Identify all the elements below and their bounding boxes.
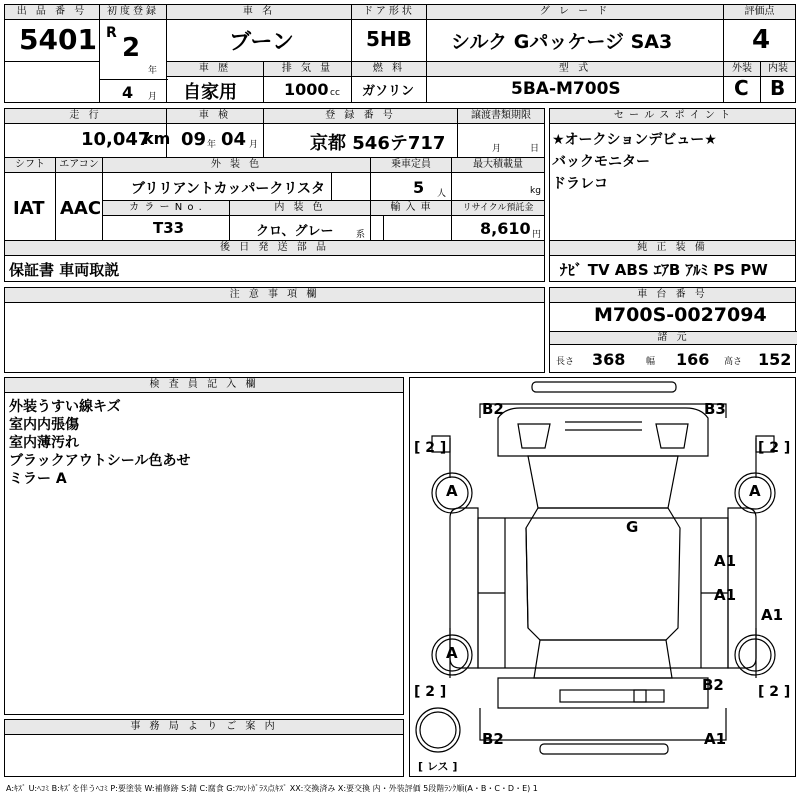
year-unit: 年: [148, 66, 158, 76]
reg-label: 登 録 番 号: [264, 109, 457, 124]
lot-number: 5401: [19, 23, 97, 56]
score-label: 評価点: [724, 5, 795, 20]
sales-point: バックモニター: [552, 154, 650, 170]
ext-color-label: 外 装 色: [103, 158, 370, 173]
lot-empty: [4, 61, 100, 103]
mark-a-rl: A: [446, 644, 458, 662]
chassis-cell: [549, 287, 796, 373]
import-label: 輸 入 車: [371, 201, 451, 216]
equipment-label: 純 正 装 備: [550, 241, 795, 256]
model-label: 型 式: [427, 62, 723, 77]
width-label: 幅: [646, 357, 656, 367]
door-label: ドア形状: [352, 5, 426, 20]
fuel: ガソリン: [362, 84, 415, 99]
load-label: 最大積載量: [452, 158, 544, 173]
docs: 保証書 車両取説: [9, 261, 120, 279]
seats-unit: 人: [437, 189, 447, 199]
reg: 京都 546テ717: [310, 133, 446, 154]
inspector-line: ミラー A: [9, 471, 67, 487]
exterior-label: 外装: [724, 62, 760, 77]
interior-cell: [760, 61, 796, 103]
car-name-cell: [166, 4, 352, 62]
inspector-cell: [4, 377, 404, 715]
sales-point: ★オークションデビュー★: [552, 132, 717, 148]
mark-a1-r1: A1: [714, 552, 737, 570]
color-no: T33: [153, 219, 185, 237]
insp-month-unit: 月: [249, 140, 259, 150]
insp-year: 09: [181, 129, 207, 150]
recycle: 8,610: [480, 219, 531, 238]
seats: 5: [413, 178, 425, 197]
recycle-unit: 円: [532, 230, 542, 240]
office-cell: [4, 719, 404, 777]
load-cell: [451, 157, 545, 201]
seats-cell: [370, 157, 452, 201]
chassis-number: M700S-0027094: [594, 304, 767, 326]
reg-cell: [263, 108, 458, 158]
notes-cell: [4, 287, 545, 373]
mark-b2-right: B2: [702, 676, 724, 694]
mark-a1-bottom-right: A1: [704, 730, 727, 748]
insp-year-unit: 年: [207, 140, 217, 150]
lot-label: 出 品 番 号: [5, 5, 99, 20]
mark-tire-fl: [ 2 ]: [414, 440, 447, 456]
displacement: 1000: [284, 80, 329, 99]
door-cell: [351, 4, 427, 62]
width: 166: [676, 350, 710, 369]
seats-label: 乗車定員: [371, 158, 451, 173]
recycle-label: リサイクル預託金: [452, 201, 544, 216]
score-cell: [723, 4, 796, 62]
mileage-label: 走 行: [5, 109, 166, 124]
notes-label: 注 意 事 項 欄: [5, 288, 544, 303]
int-color-label: 内 装 色: [230, 201, 370, 216]
era: R: [106, 25, 117, 41]
transfer-cell: [457, 108, 545, 158]
first-reg-label: 初度登録: [100, 5, 166, 20]
sales-cell: [549, 108, 796, 256]
equipment-cell: [549, 240, 796, 282]
equipment: ﾅﾋﾞ TV ABS ｴｱB ｱﾙﾐ PS PW: [560, 261, 768, 279]
reg-year: 2: [122, 33, 141, 63]
docs-cell: [4, 240, 545, 282]
mark-a1-side: A1: [761, 606, 784, 624]
transfer-label: 譲渡書類期限: [458, 109, 544, 124]
displacement-label: 排 気 量: [264, 62, 351, 77]
first-reg-cell: [99, 4, 167, 103]
fuel-label: 燃 料: [352, 62, 426, 77]
mileage-cell: [4, 108, 171, 158]
interior: B: [770, 76, 786, 100]
ext-color-cell: [102, 157, 371, 201]
chassis-label: 車 台 番 号: [550, 288, 795, 303]
exterior-cell: [723, 61, 761, 103]
mark-a-fr: A: [749, 482, 761, 500]
ac-cell: [55, 157, 103, 241]
mark-a1-r2: A1: [714, 586, 737, 604]
mark-spare: [ レス ]: [418, 760, 458, 773]
transfer-day: 日: [530, 144, 540, 154]
inspector-line: ブラックアウトシール色あせ: [9, 453, 191, 469]
model: 5BA-M700S: [511, 79, 621, 99]
ac-label: エアコン: [56, 158, 102, 173]
score: 4: [752, 25, 771, 55]
interior-label: 内装: [761, 62, 795, 77]
height-label: 高さ: [724, 357, 743, 367]
mark-tire-fr: [ 2 ]: [758, 440, 791, 456]
mark-b2-bottom-left: B2: [482, 730, 504, 748]
shift-cell: [4, 157, 56, 241]
length-label: 長さ: [556, 357, 575, 367]
inspector-line: 外装うすい線キズ: [9, 399, 121, 415]
car-name: ブーン: [229, 30, 294, 55]
car-name-label: 車 名: [167, 5, 351, 20]
office-label: 事 務 局 よ り ご 案 内: [5, 720, 403, 735]
shift: IAT: [13, 198, 45, 219]
docs-label: 後 日 発 送 部 品: [5, 241, 544, 256]
history: 自家用: [183, 82, 237, 103]
int-color-unit: 系: [356, 230, 366, 240]
int-color-cell: [229, 200, 371, 241]
recycle-cell: [451, 200, 545, 241]
mark-tire-rl: [ 2 ]: [414, 684, 447, 700]
inspector-line: 室内薄汚れ: [9, 435, 79, 451]
mileage: 10,047: [81, 129, 151, 150]
displacement-cell: [263, 61, 352, 103]
color-no-label: カ ラ ー N o .: [103, 201, 229, 216]
ext-color: ブリリアントカッパークリスタ: [131, 181, 326, 197]
fuel-cell: [351, 61, 427, 103]
grade: シルク Gパッケージ SA3: [451, 31, 673, 53]
inspection-cell: [166, 108, 264, 158]
lot-cell: [4, 4, 100, 62]
exterior: C: [734, 76, 749, 100]
displacement-unit: cc: [330, 88, 340, 98]
dims-label: 諸 元: [550, 331, 797, 345]
history-cell: [166, 61, 264, 103]
height: 152: [758, 350, 792, 369]
car-diagram: [409, 377, 796, 777]
mark-b3-top-right: B3: [704, 400, 726, 418]
model-cell: [426, 61, 724, 103]
shift-label: シフト: [5, 158, 55, 173]
inspection-label: 車 検: [167, 109, 263, 124]
mark-g: G: [626, 518, 639, 536]
door: 5HB: [366, 27, 412, 51]
insp-month: 04: [221, 129, 247, 150]
legend: A:ｷｽﾞ U:ﾍｺﾐ B:ｷｽﾞを伴うﾍｺﾐ P:要塗装 W:補修跡 S:錆 C:腐食 G:ﾌﾛﾝﾄｶﾞﾗｽ点ｷｽﾞ XX:交換済み X:要交換 内・外装評価 5段階ﾗﾝｸ順(A・B・C・D・E) 1: [6, 784, 538, 793]
reg-month: 4: [122, 83, 134, 102]
mileage-unit: km: [143, 129, 171, 148]
mark-b2-top-left: B2: [482, 400, 504, 418]
inspector-label: 検 査 員 記 入 欄: [5, 378, 403, 393]
month-unit: 月: [148, 92, 158, 102]
sales-point: ドラレコ: [552, 176, 608, 192]
car-outline: [410, 378, 797, 778]
length: 368: [592, 350, 626, 369]
grade-cell: [426, 4, 724, 62]
color-no-cell: [102, 200, 230, 241]
grade-label: グ レ ー ド: [427, 5, 723, 20]
history-label: 車 歴: [167, 62, 263, 77]
ac: AAC: [60, 198, 102, 219]
import-cell: [370, 200, 452, 241]
mark-tire-rr: [ 2 ]: [758, 684, 791, 700]
inspector-line: 室内内張傷: [9, 417, 79, 433]
int-color: クロ、グレー: [256, 224, 334, 239]
load-unit: kg: [530, 186, 541, 196]
transfer-month: 月: [492, 144, 502, 154]
sales-label: セ ー ル ス ポ イ ン ト: [550, 109, 795, 124]
mark-a-fl: A: [446, 482, 458, 500]
